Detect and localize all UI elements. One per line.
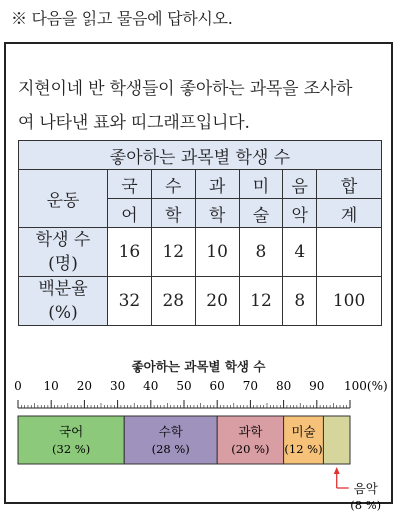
column-header: 학 [151,199,195,228]
instruction-text: ※ 다음을 읽고 물음에 답하시오. [11,9,233,28]
column-header: 술 [239,199,283,228]
table-cell: 32 [108,277,152,326]
table-cell: 100 [317,277,382,326]
column-header: 계 [317,199,382,228]
ruler-tick-label: 10 [43,379,59,393]
passage-line: 여 나타낸 표와 띠그래프입니다. [18,113,250,133]
column-header: 과 [195,170,239,199]
row-header-unit: (명) [48,254,78,274]
table-cell: 12 [151,228,195,277]
band-segment-5 [323,416,350,464]
row-header-text: 백분율 [38,279,88,299]
table-cell: 10 [195,228,239,277]
column-header: 어 [108,199,152,228]
question-box [4,42,393,511]
table-cell: 8 [283,277,317,326]
band-graph [6,374,391,511]
bar-graph-title: 좋아하는 과목별 학생 수 [131,359,266,374]
table-corner-header: 운동 [19,170,108,228]
ruler-tick-label: 60 [209,379,225,393]
ruler-tick-label: 100(%) [344,379,388,393]
ruler-tick-label: 30 [109,379,126,393]
table-cell: 28 [151,277,195,326]
table-cell: 12 [239,277,283,326]
column-header: 악 [283,199,317,228]
callout-percent: (8 %) [350,498,382,511]
passage-line: 지현이네 반 학생들이 좋아하는 과목을 조사하 [18,79,353,99]
segment-label: 국어 [59,424,84,439]
segment-percent: (28 %) [151,442,190,456]
segment-label: 수학 [158,424,183,439]
table-cell: 20 [195,277,239,326]
row-header-percent [19,277,108,326]
passage [18,72,388,140]
segment-label: 과학 [238,424,263,439]
segment-percent: (20 %) [231,442,270,456]
ruler-tick-label: 90 [309,379,325,393]
ruler-tick-label: 40 [143,379,159,393]
segment-percent: (32 %) [52,442,91,456]
ruler-tick-label: 70 [242,379,259,393]
table-cell: 8 [239,228,283,277]
row-header-students [19,228,108,277]
column-header: 학 [195,199,239,228]
callout-label: 음악 [353,481,378,496]
table-cell: 4 [283,228,317,277]
ruler-tick-label: 50 [176,379,192,393]
segment-label: 미술 [291,424,316,439]
table-cell: 16 [108,228,152,277]
table-cell [317,228,382,277]
column-header: 미 [239,170,283,199]
row-header-text: 학생 수 [35,230,91,250]
table-caption: 좋아하는 과목별 학생 수 [19,141,382,170]
callout-arrowhead [334,467,340,474]
column-header: 수 [151,170,195,199]
column-header: 합 [317,170,382,199]
data-table [18,140,382,326]
segment-percent: (12 %) [284,442,323,456]
row-header-unit: (%) [48,303,78,323]
ruler-tick-label: 80 [275,379,292,393]
ruler-tick-label: 20 [76,379,93,393]
column-header: 국 [108,170,152,199]
column-header: 음 [283,170,317,199]
ruler-tick-label: 0 [14,379,22,393]
